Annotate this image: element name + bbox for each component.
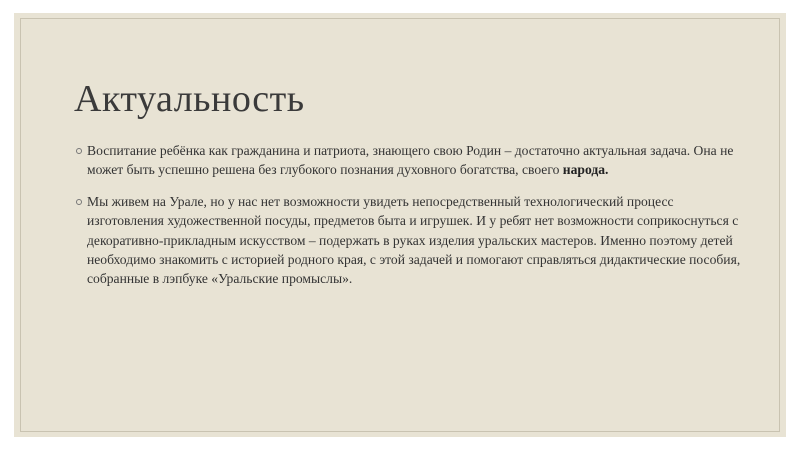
bullet-item	[76, 192, 748, 289]
bullet-text: Мы живем на Урале, но у нас нет возможности увидеть непосредственный технологический процесс изготовления художественной посуды, предметов быта и игрушек. И у ребят нет возможности соприкоснуться с декоративно-прикладным искусством – подержать в руках изделия уральских мастеров. Именно поэтому детей необходимо знакомить с историей родного края, с этой задачей и помогают справляться дидактические пособия, собранные в лэпбуке «Уральские промыслы».	[87, 193, 741, 287]
bullet-circle-icon	[76, 199, 82, 205]
bullet-circle-icon	[76, 148, 82, 154]
bullet-item	[76, 141, 748, 180]
slide	[14, 13, 786, 437]
bullet-list	[76, 141, 748, 301]
bullet-text: Воспитание ребёнка как гражданина и патриота, знающего свою Родин – достаточно актуальная задача. Она не может быть успешно решена без глубокого познания духовного богатства, своего	[87, 143, 734, 178]
slide-title: Актуальность	[74, 78, 305, 120]
bullet-bold-text: народа.	[562, 162, 609, 178]
